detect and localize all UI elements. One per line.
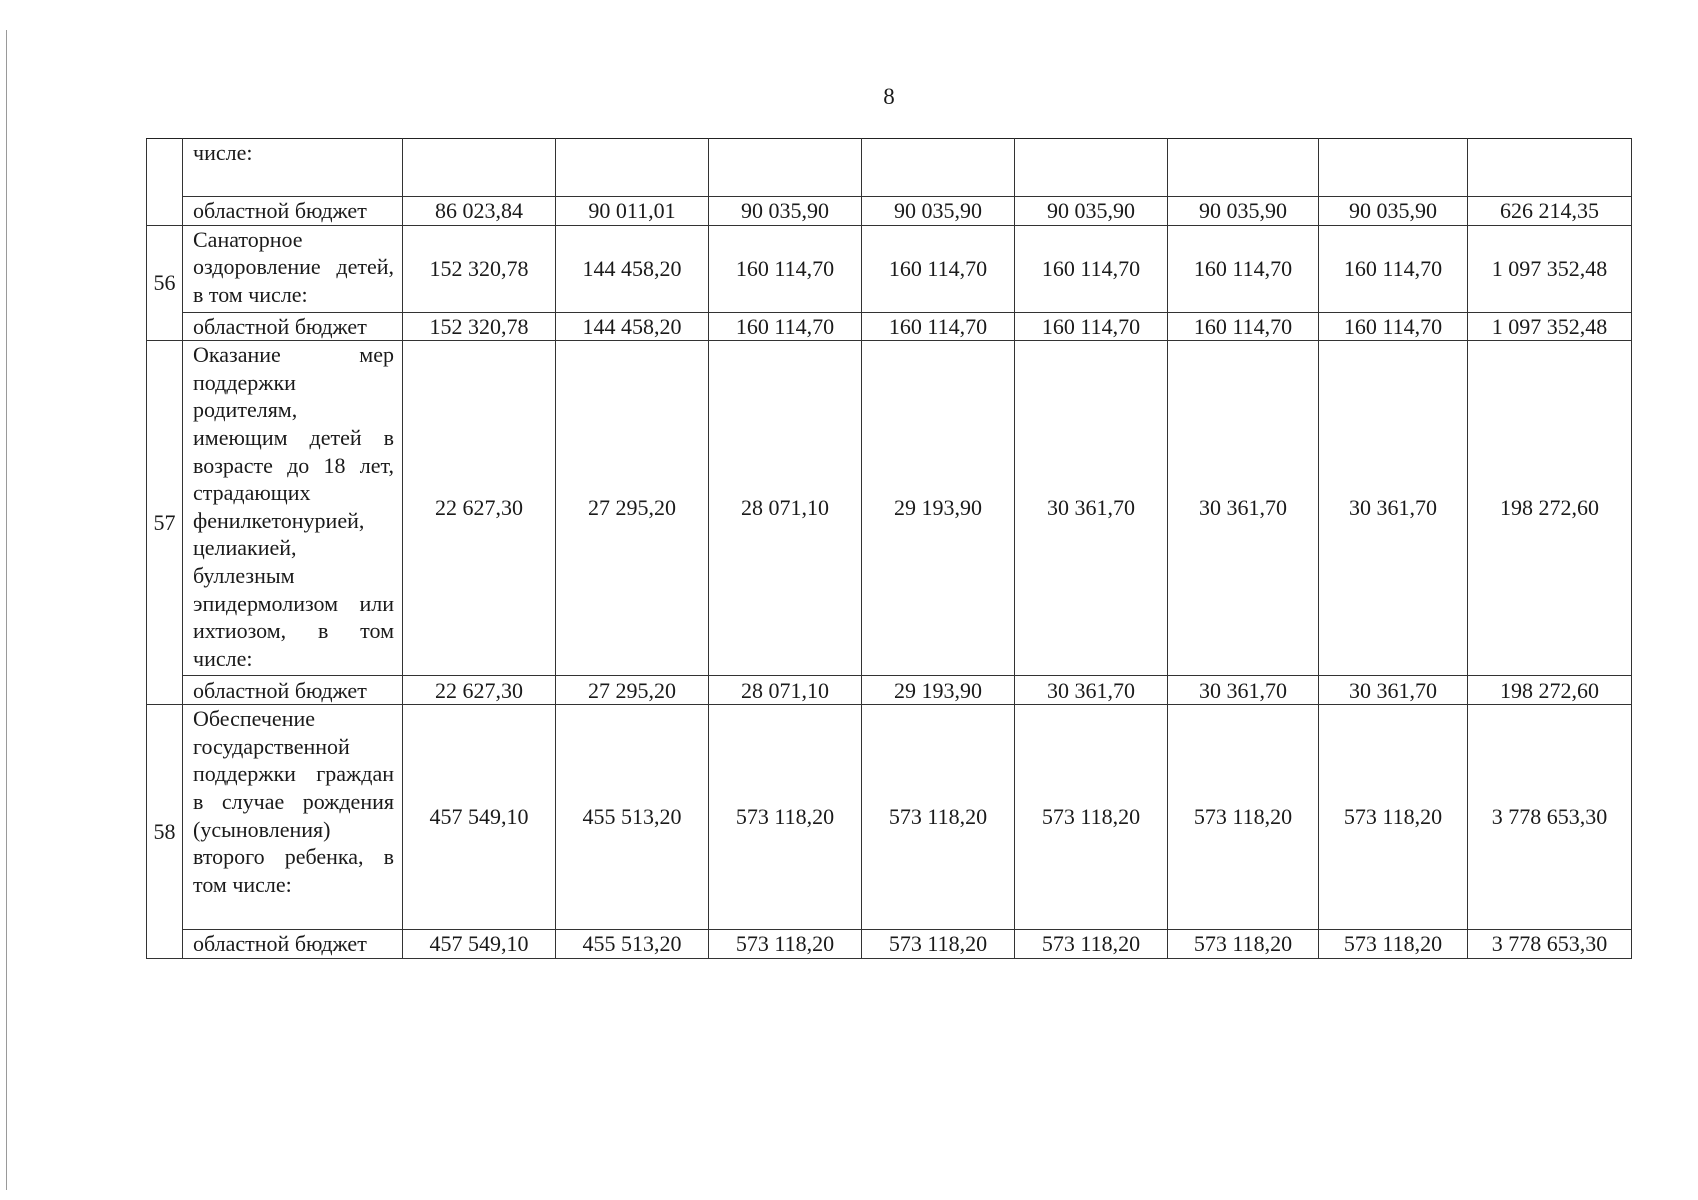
value-cell: 455 513,20 (556, 930, 709, 959)
value-cell: 573 118,20 (1015, 705, 1168, 930)
row-number-cell: 58 (147, 705, 183, 959)
value-cell: 160 114,70 (1319, 312, 1468, 341)
value-cell: 22 627,30 (403, 341, 556, 676)
value-cell: 160 114,70 (709, 312, 862, 341)
value-cell: 30 361,70 (1015, 341, 1168, 676)
value-cell: 573 118,20 (709, 930, 862, 959)
value-cell: 144 458,20 (556, 225, 709, 312)
value-cell: 573 118,20 (862, 930, 1015, 959)
value-cell: 573 118,20 (709, 705, 862, 930)
value-cell: 30 361,70 (1319, 341, 1468, 676)
value-cell: 28 071,10 (709, 676, 862, 705)
value-cell: 152 320,78 (403, 225, 556, 312)
value-cell: 160 114,70 (1319, 225, 1468, 312)
value-cell: 457 549,10 (403, 705, 556, 930)
row-name-cell: Санаторное оздоровление детей, в том числе: (183, 225, 403, 312)
value-cell: 30 361,70 (1015, 676, 1168, 705)
value-cell (556, 139, 709, 197)
table-row-57 (147, 341, 1632, 676)
value-cell: 27 295,20 (556, 341, 709, 676)
table-row-subtotal (147, 197, 1632, 226)
value-cell: 90 035,90 (1168, 197, 1319, 226)
value-cell: 29 193,90 (862, 341, 1015, 676)
value-cell: 28 071,10 (709, 341, 862, 676)
value-cell: 573 118,20 (862, 705, 1015, 930)
sub-label-cell: областной бюджет (183, 930, 403, 959)
value-cell: 30 361,70 (1319, 676, 1468, 705)
value-cell: 198 272,60 (1468, 676, 1632, 705)
value-cell: 86 023,84 (403, 197, 556, 226)
value-cell: 573 118,20 (1319, 705, 1468, 930)
value-cell (1015, 139, 1168, 197)
table-row-subtotal (147, 676, 1632, 705)
value-cell: 160 114,70 (1015, 312, 1168, 341)
sub-label-cell: областной бюджет (183, 197, 403, 226)
value-cell (1168, 139, 1319, 197)
value-cell: 1 097 352,48 (1468, 225, 1632, 312)
value-cell: 626 214,35 (1468, 197, 1632, 226)
value-cell: 90 035,90 (1015, 197, 1168, 226)
value-cell: 160 114,70 (862, 225, 1015, 312)
value-cell: 27 295,20 (556, 676, 709, 705)
value-cell: 3 778 653,30 (1468, 705, 1632, 930)
value-cell (403, 139, 556, 197)
value-cell: 160 114,70 (1168, 312, 1319, 341)
row-number-cell: 57 (147, 341, 183, 705)
page-number: 8 (883, 84, 895, 109)
value-cell (1468, 139, 1632, 197)
value-cell: 30 361,70 (1168, 341, 1319, 676)
value-cell: 160 114,70 (862, 312, 1015, 341)
value-cell: 29 193,90 (862, 676, 1015, 705)
value-cell: 90 011,01 (556, 197, 709, 226)
value-cell: 152 320,78 (403, 312, 556, 341)
value-cell: 455 513,20 (556, 705, 709, 930)
value-cell: 573 118,20 (1015, 930, 1168, 959)
page-edge-line (6, 30, 7, 1190)
value-cell: 457 549,10 (403, 930, 556, 959)
value-cell: 160 114,70 (1168, 225, 1319, 312)
row-name-cell: числе: (183, 139, 403, 197)
row-number-cell: 56 (147, 225, 183, 341)
value-cell: 573 118,20 (1168, 705, 1319, 930)
sub-label-cell: областной бюджет (183, 676, 403, 705)
value-cell: 30 361,70 (1168, 676, 1319, 705)
budget-table (146, 138, 1632, 959)
value-cell (709, 139, 862, 197)
value-cell: 573 118,20 (1319, 930, 1468, 959)
row-number-cell (147, 139, 183, 226)
value-cell: 22 627,30 (403, 676, 556, 705)
table-row-56 (147, 225, 1632, 312)
sub-label-cell: областной бюджет (183, 312, 403, 341)
row-name-cell: Обеспечение государственной поддержки граждан в случае рождения (усыновления) второго ребенка, в том числе: (183, 705, 403, 930)
row-name-cell: Оказание мер поддержки родителям, имеющим детей в возрасте до 18 лет, страдающих фенилкетонурией, целиакией, буллезным эпидермолизом или ихтиозом, в том числе: (183, 341, 403, 676)
value-cell: 1 097 352,48 (1468, 312, 1632, 341)
value-cell: 160 114,70 (709, 225, 862, 312)
table-row-subtotal (147, 312, 1632, 341)
value-cell: 3 778 653,30 (1468, 930, 1632, 959)
value-cell: 90 035,90 (862, 197, 1015, 226)
value-cell: 90 035,90 (1319, 197, 1468, 226)
value-cell: 198 272,60 (1468, 341, 1632, 676)
value-cell (1319, 139, 1468, 197)
value-cell (862, 139, 1015, 197)
table-row-subtotal (147, 930, 1632, 959)
value-cell: 573 118,20 (1168, 930, 1319, 959)
table-row-continuation (147, 139, 1632, 197)
value-cell: 160 114,70 (1015, 225, 1168, 312)
table-row-58 (147, 705, 1632, 930)
value-cell: 144 458,20 (556, 312, 709, 341)
value-cell: 90 035,90 (709, 197, 862, 226)
